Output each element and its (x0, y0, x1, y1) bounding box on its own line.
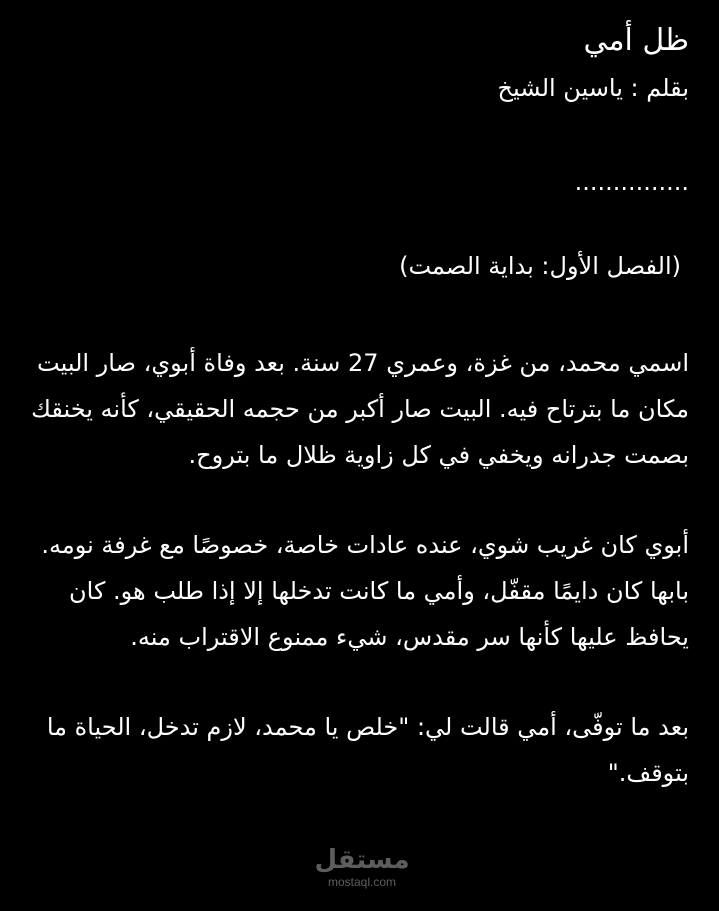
paragraph-3: بعد ما توفّى، أمي قالت لي: "خلص يا محمد، لازم تدخل، الحياة ما بتوقف." (46, 713, 689, 787)
story-title: ظل أمي (583, 23, 689, 58)
mostaql-watermark (314, 845, 410, 895)
separator-dots: ............... (574, 168, 689, 196)
author-line: بقلم : ياسين الشيخ (497, 74, 689, 102)
document-body (30, 16, 689, 796)
paragraph-2: أبوي كان غريب شوي، عنده عادات خاصة، خصوصًا مع غرفة نومه. بابها كان دايمًا مقفّل، وأمي ما كانت تدخلها إلا إذا طلب هو. كان يحافظ عليها كأنها سر مقدس، شيء ممنوع الاقتراب منه. (41, 531, 689, 651)
watermark-domain: mostaql.com (327, 875, 397, 889)
watermark-logo: مستقل (314, 845, 410, 875)
chapter-heading: (الفصل الأول: بداية الصمت) (399, 252, 681, 280)
paragraph-1: اسمي محمد، من غزة، وعمري 27 سنة. بعد وفاة أبوي، صار البيت مكان ما بترتاح فيه. البيت صار أكبر من حجمه الحقيقي، كأنه يخنقك بصمت جدرانه ويخفي في كل زاوية ظلال ما بتروح. (31, 349, 689, 469)
